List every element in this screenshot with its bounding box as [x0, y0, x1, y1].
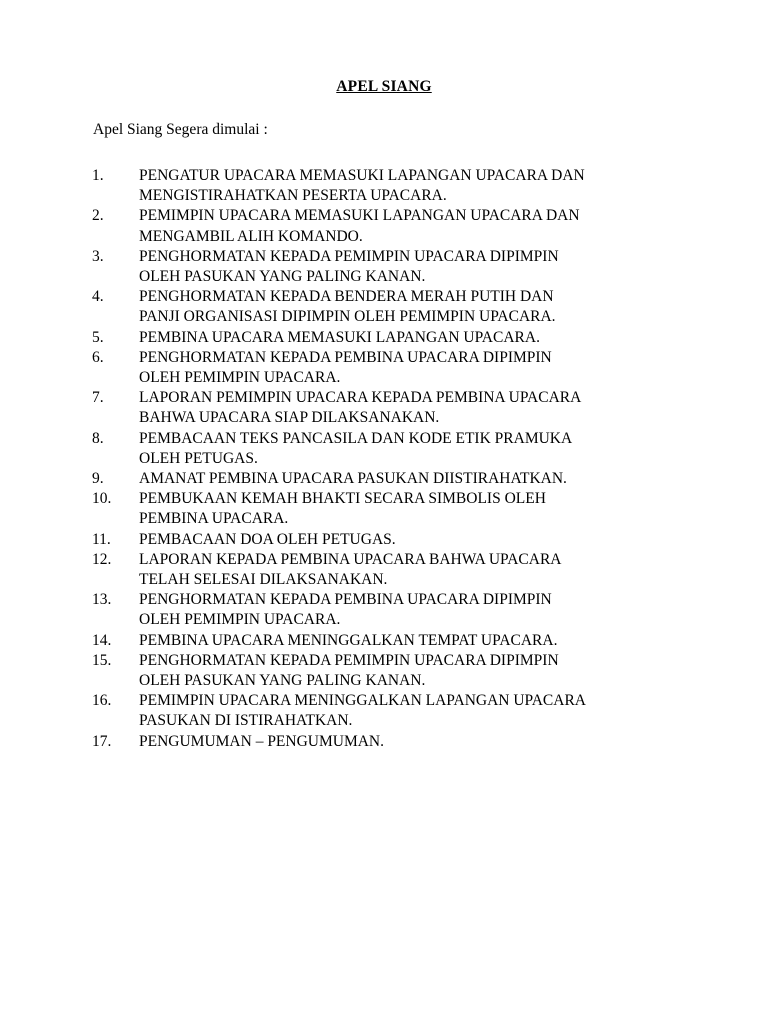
list-item-line: PEMBACAAN DOA OLEH PETUGAS.	[139, 530, 396, 548]
list-item-text	[139, 691, 692, 731]
list-item-line: PEMBINA UPACARA MEMASUKI LAPANGAN UPACARA.	[139, 328, 540, 346]
list-item-number: 10.	[92, 490, 112, 508]
list-item-line: PEMIMPIN UPACARA MEMASUKI LAPANGAN UPACARA DAN	[139, 207, 580, 225]
list-item-line: PEMBINA UPACARA.	[139, 510, 289, 528]
list-item	[92, 328, 692, 348]
list-item-text	[139, 166, 692, 206]
list-item-line: PEMBINA UPACARA MENINGGALKAN TEMPAT UPACARA.	[139, 631, 558, 649]
list-item-text	[139, 469, 692, 489]
list-item-line: PEMBUKAAN KEMAH BHAKTI SECARA SIMBOLIS OLEH	[139, 490, 546, 508]
list-item	[92, 590, 692, 630]
list-item-line: TELAH SELESAI DILAKSANAKAN.	[139, 571, 388, 589]
list-item-number: 15.	[92, 651, 112, 669]
list-item-text	[139, 429, 692, 469]
list-item-number: 3.	[92, 247, 104, 265]
list-item-number: 17.	[92, 732, 112, 750]
list-item-number: 4.	[92, 288, 104, 306]
list-item-number: 9.	[92, 470, 104, 488]
list-item-number: 11.	[92, 530, 111, 548]
list-item	[92, 388, 692, 428]
list-item-line: PANJI ORGANISASI DIPIMPIN OLEH PEMIMPIN UPACARA.	[139, 308, 556, 326]
list-item-text	[139, 388, 692, 428]
list-item-number: 1.	[92, 167, 104, 184]
list-item-line: PENGHORMATAN KEPADA PEMIMPIN UPACARA DIPIMPIN	[139, 247, 559, 265]
list-item-line: OLEH PASUKAN YANG PALING KANAN.	[139, 672, 426, 690]
list-item	[92, 550, 692, 590]
list-item	[92, 166, 692, 206]
list-item-text	[139, 328, 692, 348]
list-item-line: LAPORAN PEMIMPIN UPACARA KEPADA PEMBINA UPACARA	[139, 389, 582, 407]
list-item-line: PASUKAN DI ISTIRAHATKAN.	[139, 712, 353, 730]
list-item-text	[139, 732, 692, 752]
list-item-text	[139, 489, 692, 529]
list-item-text	[139, 631, 692, 651]
list-item-text	[139, 651, 692, 691]
list-item-text	[139, 287, 692, 327]
list-item-line: PENGHORMATAN KEPADA PEMBINA UPACARA DIPIMPIN	[139, 591, 552, 609]
list-item	[92, 206, 692, 246]
list-item-number: 13.	[92, 591, 112, 609]
list-item	[92, 429, 692, 469]
list-item	[92, 732, 692, 752]
agenda-list	[92, 166, 692, 752]
list-item-line: PENGHORMATAN KEPADA BENDERA MERAH PUTIH DAN	[139, 288, 554, 306]
list-item-line: PENGUMUMAN – PENGUMUMAN.	[139, 732, 385, 750]
list-item-line: PEMBACAAN TEKS PANCASILA DAN KODE ETIK PRAMUKA	[139, 429, 573, 447]
list-item-line: PEMIMPIN UPACARA MENINGGALKAN LAPANGAN UPACARA	[139, 692, 586, 710]
list-item	[92, 651, 692, 691]
page-title: APEL SIANG	[336, 78, 432, 95]
list-item-line: MENGISTIRAHATKAN PESERTA UPACARA.	[139, 187, 447, 205]
list-item	[92, 469, 692, 489]
list-item	[92, 530, 692, 550]
list-item-line: AMANAT PEMBINA UPACARA PASUKAN DIISTIRAHATKAN.	[139, 470, 567, 488]
list-item-number: 12.	[92, 550, 112, 568]
list-item	[92, 287, 692, 327]
list-item-text	[139, 530, 692, 550]
list-item-line: OLEH PEMIMPIN UPACARA.	[139, 369, 341, 387]
list-item-number: 14.	[92, 631, 112, 649]
list-item-number: 16.	[92, 692, 112, 710]
list-item-line: OLEH PETUGAS.	[139, 449, 258, 467]
list-item-text	[139, 590, 692, 630]
list-item-line: MENGAMBIL ALIH KOMANDO.	[139, 227, 363, 245]
list-item-number: 8.	[92, 429, 104, 447]
list-item	[92, 247, 692, 287]
list-item-line: PENGHORMATAN KEPADA PEMBINA UPACARA DIPIMPIN	[139, 348, 552, 366]
list-item-number: 2.	[92, 207, 104, 225]
list-item-line: PENGHORMATAN KEPADA PEMIMPIN UPACARA DIPIMPIN	[139, 651, 559, 669]
list-item-line: PENGATUR UPACARA MEMASUKI LAPANGAN UPACARA DAN	[139, 167, 585, 184]
list-item	[92, 631, 692, 651]
list-item	[92, 489, 692, 529]
list-item-line: BAHWA UPACARA SIAP DILAKSANAKAN.	[139, 409, 440, 427]
list-item-text	[139, 348, 692, 388]
list-item-number: 6.	[92, 348, 104, 366]
list-item-number: 7.	[92, 389, 104, 407]
intro-text: Apel Siang Segera dimulai :	[93, 121, 268, 138]
list-item-number: 5.	[92, 328, 104, 346]
list-item-line: LAPORAN KEPADA PEMBINA UPACARA BAHWA UPACARA	[139, 550, 562, 568]
list-item-line: OLEH PASUKAN YANG PALING KANAN.	[139, 268, 426, 286]
list-item-line: OLEH PEMIMPIN UPACARA.	[139, 611, 341, 629]
list-item-text	[139, 550, 692, 590]
list-item	[92, 691, 692, 731]
list-item-text	[139, 247, 692, 287]
list-item-text	[139, 206, 692, 246]
list-item	[92, 348, 692, 388]
